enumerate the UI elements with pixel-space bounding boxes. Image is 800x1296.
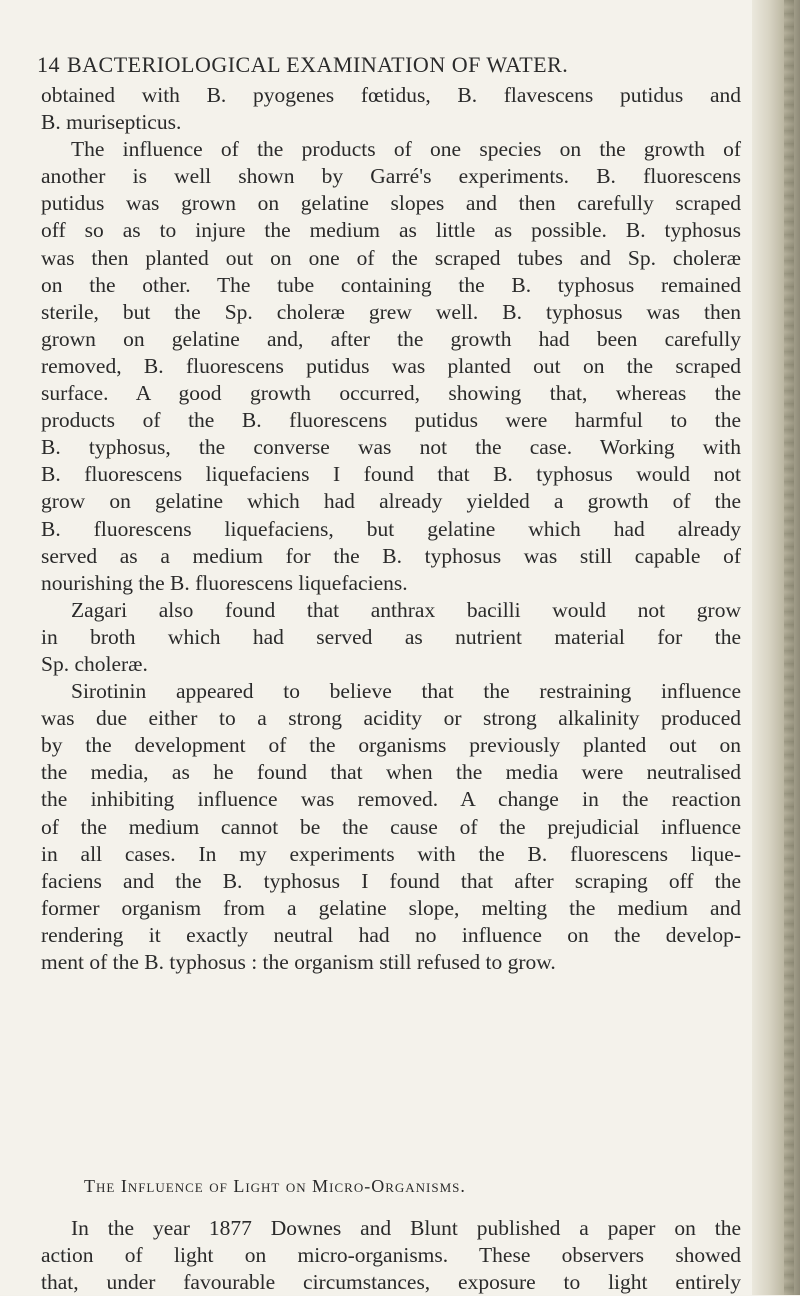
text-line: in all cases. In my experiments with the B. fluorescens lique- xyxy=(41,841,741,866)
body-text-continued xyxy=(41,1215,741,1296)
running-head-title: BACTERIOLOGICAL EXAMINATION OF WATER. xyxy=(67,52,569,77)
text-line: grown on gelatine and, after the growth had been carefully xyxy=(41,326,741,351)
text-line: off so as to injure the medium as little as possible. B. typhosus xyxy=(41,218,741,243)
binding-shadow xyxy=(784,0,794,1295)
running-head xyxy=(37,52,737,78)
text-line: that, under favourable circumstances, exposure to light entirely xyxy=(41,1270,741,1295)
text-line: B. murisepticus. xyxy=(41,110,182,135)
text-line: of the medium cannot be the cause of the prejudicial influence xyxy=(41,814,741,839)
text-line: putidus was grown on gelatine slopes and then carefully scraped xyxy=(41,191,741,216)
text-line: on the other. The tube containing the B. typhosus remained xyxy=(41,272,741,297)
text-line: the inhibiting influence was removed. A change in the reaction xyxy=(41,787,741,812)
text-line: The influence of the products of one species on the growth of xyxy=(71,137,741,162)
text-line: was due either to a strong acidity or strong alkalinity produced xyxy=(41,706,741,731)
text-line: was then planted out on one of the scraped tubes and Sp. choleræ xyxy=(41,245,741,270)
text-line: by the development of the organisms previously planted out on xyxy=(41,733,741,758)
text-line: Zagari also found that anthrax bacilli would not grow xyxy=(71,597,741,622)
text-line: served as a medium for the B. typhosus was still capable of xyxy=(41,543,741,568)
text-line: ment of the B. typhosus : the organism still refused to grow. xyxy=(41,950,556,974)
text-line: in broth which had served as nutrient material for the xyxy=(41,624,741,649)
text-line: nourishing the B. fluorescens liquefaciens. xyxy=(41,570,408,595)
text-line: former organism from a gelatine slope, melting the medium and xyxy=(41,895,741,920)
text-line: sterile, but the Sp. choleræ grew well. B. typhosus was then xyxy=(41,299,741,324)
text-line: products of the B. fluorescens putidus were harmful to the xyxy=(41,408,741,433)
text-line: faciens and the B. typhosus I found that after scraping off the xyxy=(41,868,741,893)
body-text xyxy=(41,82,741,976)
section-heading: The Influence of Light on Micro-Organisms. xyxy=(84,1176,466,1196)
text-line: rendering it exactly neutral had no influence on the develop- xyxy=(41,922,741,947)
page-number: 14 xyxy=(37,52,60,77)
text-line: Sirotinin appeared to believe that the restraining influence xyxy=(71,679,741,704)
text-line: B. fluorescens liquefaciens, but gelatine which had already xyxy=(41,516,741,541)
text-line: grow on gelatine which had already yielded a growth of the xyxy=(41,489,741,514)
book-binding-edge xyxy=(752,0,800,1295)
text-line: another is well shown by Garré's experiments. B. fluorescens xyxy=(41,164,741,189)
text-line: surface. A good growth occurred, showing that, whereas the xyxy=(41,381,741,406)
text-line: B. typhosus, the converse was not the case. Working with xyxy=(41,435,741,460)
text-line: action of light on micro-organisms. These observers showed xyxy=(41,1243,741,1268)
text-line: obtained with B. pyogenes fœtidus, B. flavescens putidus and xyxy=(41,83,741,107)
text-line: B. fluorescens liquefaciens I found that B. typhosus would not xyxy=(41,462,741,487)
text-line: the media, as he found that when the media were neutralised xyxy=(41,760,741,785)
text-line: removed, B. fluorescens putidus was planted out on the scraped xyxy=(41,353,741,378)
text-line: Sp. choleræ. xyxy=(41,651,148,676)
text-line: In the year 1877 Downes and Blunt published a paper on the xyxy=(71,1216,741,1240)
